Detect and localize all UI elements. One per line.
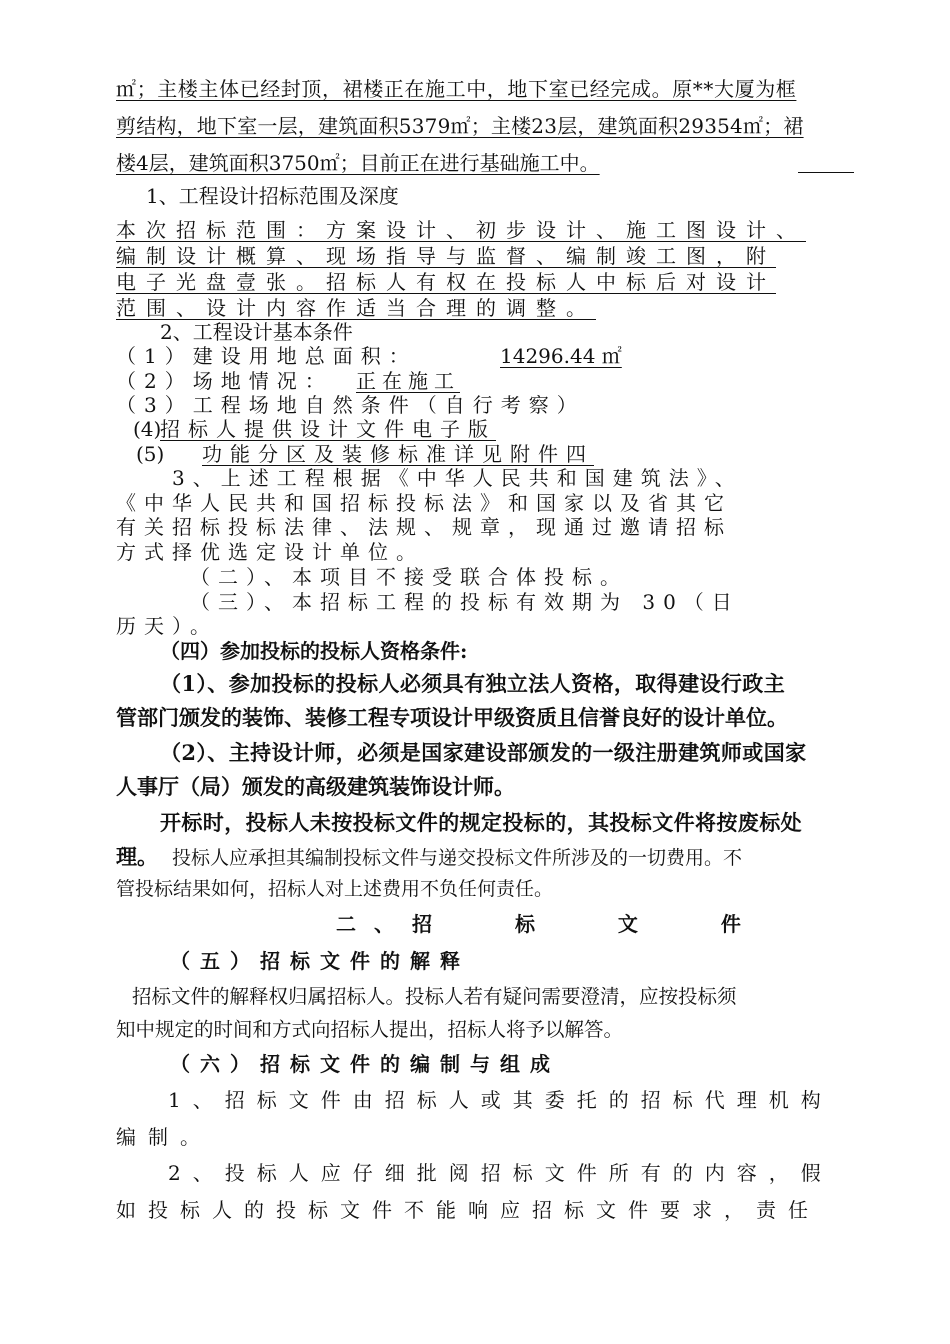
item-six-1-line-1: 1、招标文件由招标人或其委托的招标代理机构 bbox=[168, 1088, 833, 1112]
item-six-2-line-1: 2、投标人应仔细批阅招标文件所有的内容，假 bbox=[168, 1161, 833, 1185]
item-six-1-line-2: 编制。 bbox=[116, 1125, 212, 1149]
opening-line-3: 管投标结果如何，招标人对上述费用不负任何责任。 bbox=[116, 878, 554, 900]
section-3-line-4: 方式择优选定设计单位。 bbox=[116, 540, 424, 564]
qualification-2-line-2: 人事厅（局）颁发的高级建筑装饰设计师。 bbox=[116, 774, 515, 799]
section-3-line-1: 3、上述工程根据《中华人民共和国建筑法》、 bbox=[172, 466, 743, 490]
scope-line-1: 本次招标范围：方案设计、初步设计、施工图设计、 bbox=[116, 218, 806, 242]
item-six-2-line-2: 如投标人的投标文件不能响应招标文件要求，责任 bbox=[116, 1198, 820, 1222]
chapter-title: 二、招 标 文 件 bbox=[336, 912, 759, 936]
qualification-1-line-2: 管部门颁发的装饰、装修工程专项设计甲级资质且信誉良好的设计单位。 bbox=[116, 705, 788, 730]
scope-line-3: 电子光盘壹张。招标人有权在投标人中标后对设计 bbox=[116, 270, 776, 294]
section-1-heading: 1、工程设计招标范围及深度 bbox=[146, 184, 399, 208]
condition-2-value: 正在施工 bbox=[356, 369, 460, 393]
intro-line-3: 楼4层，建筑面积3750㎡；目前正在进行基础施工中。 bbox=[116, 151, 600, 175]
item-two: （二）、本项目不接受联合体投标。 bbox=[190, 565, 628, 589]
scope-line-2: 编制设计概算、现场指导与监督、编制竣工图，附 bbox=[116, 244, 776, 268]
opening-line-2 bbox=[116, 844, 742, 871]
qualification-1-line-1: （1）、参加投标的投标人必须具有独立法人资格，取得建设行政主 bbox=[160, 671, 786, 696]
item-four-heading: （四）参加投标的投标人资格条件: bbox=[160, 639, 468, 663]
item-five-heading: （五）招标文件的解释 bbox=[170, 949, 470, 973]
opening-line-2-bold: 理。 bbox=[116, 844, 158, 869]
section-3-line-3: 有关招标投标法律、法规、规章，现通过邀请招标 bbox=[116, 515, 732, 539]
section-2-heading: 2、工程设计基本条件 bbox=[160, 320, 353, 344]
intro-underline-tail bbox=[798, 172, 854, 173]
condition-5-number: (5) bbox=[136, 442, 165, 466]
condition-4-text: 招标人提供设计文件电子版 bbox=[160, 417, 496, 441]
opening-line-1: 开标时，投标人未按投标文件的规定投标的，其投标文件将按废标处 bbox=[160, 810, 802, 835]
condition-3: （3）工程场地自然条件（自行考察） bbox=[116, 393, 585, 417]
item-five-line-1: 招标文件的解释权归属招标人。投标人若有疑问需要澄清，应按投标须 bbox=[132, 985, 737, 1008]
intro-line-2: 剪结构，地下室一层，建筑面积5379㎡；主楼23层，建筑面积29354㎡；裙 bbox=[116, 114, 804, 138]
scope-line-4: 范围、设计内容作适当合理的调整。 bbox=[116, 296, 596, 320]
intro-line-1: ㎡；主楼主体已经封顶，裙楼正在施工中，地下室已经完成。原**大厦为框 bbox=[116, 77, 797, 101]
item-three-line-1: （三）、本招标工程的投标有效期为 30（日 bbox=[190, 590, 740, 614]
item-six-heading: （六）招标文件的编制与组成 bbox=[170, 1052, 560, 1076]
condition-5-text: 功能分区及装修标准详见附件四 bbox=[202, 442, 594, 466]
opening-line-2-rest: 投标人应承担其编制投标文件与递交投标文件所涉及的一切费用。不 bbox=[172, 847, 743, 869]
qualification-2-line-1: （2）、主持设计师，必须是国家建设部颁发的一级注册建筑师或国家 bbox=[160, 740, 807, 765]
item-five-line-2: 知中规定的时间和方式向招标人提出，招标人将予以解答。 bbox=[116, 1018, 624, 1041]
item-three-line-2: 历天）。 bbox=[116, 614, 218, 638]
condition-1-label: （1）建设用地总面积： bbox=[116, 344, 417, 368]
condition-4-number: (4) bbox=[133, 417, 162, 441]
condition-1-value: 14296.44 ㎡ bbox=[500, 344, 622, 368]
section-3-line-2: 《中华人民共和国招标投标法》和国家以及省其它 bbox=[116, 491, 732, 515]
condition-2-label: （2）场地情况： bbox=[116, 369, 333, 393]
